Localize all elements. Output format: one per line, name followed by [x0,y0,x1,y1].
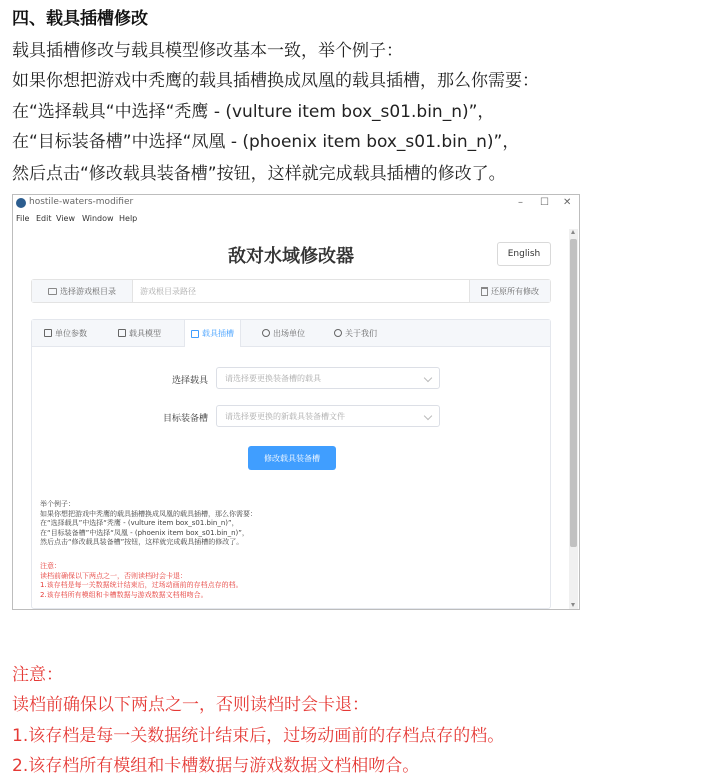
app-title: 敌对水域修改器 [228,246,354,267]
list-icon [44,329,52,337]
maximize-button[interactable]: ☐ [540,197,549,208]
note-line: 注意： [12,665,63,685]
menu-bar [13,213,579,227]
menu-window[interactable]: Window [82,214,114,223]
help-text: 举个例子： 如果你想把游戏中秃鹰的载具插槽换成凤凰的载具插槽，那么你需要： 在“选择载具”中选择“秃鹰 - (vulture item box_s01.bin_n)”， 在“目标装备槽”中选择“凤凰 - (phoenix item box_s01.bin_n)”， 然后点击“修改载具装备槽”按钮，这样就完成载具插槽的修改了。 [40,500,257,546]
modify-slot-button[interactable]: 修改载具装备槽 [248,446,336,470]
tab-about[interactable]: 关于我们 [328,320,383,346]
doc-line: 然后点击“修改载具装备槽”按钮，这样就完成载具插槽的修改了。 [12,164,506,184]
tab-vehicle-model[interactable]: 载具模型 [112,320,167,346]
window-title: hostile-waters-modifier [29,197,134,207]
title-bar [13,195,579,212]
scrollbar[interactable] [569,229,578,609]
folder-icon [48,288,57,295]
trash-icon [481,287,488,296]
help-warning-text: 注意： 读档前确保以下两点之一，否则读档时会卡退： 1.该存档是每一关数据统计结束后，过场动画前的存档点存的档。 2.该存档所有模组和卡槽数据与游戏数据文档相吻合。 [40,562,243,599]
slot-icon [191,330,199,338]
doc-line: 载具插槽修改与载具模型修改基本一致，举个例子： [12,41,403,61]
menu-edit[interactable]: Edit [36,214,52,223]
language-button[interactable]: English [497,242,551,266]
app-icon [16,198,26,208]
main-card [31,319,551,609]
restore-all-button[interactable] [469,280,550,302]
scroll-up-arrow-icon[interactable] [571,230,575,234]
note-line: 1.该存档是每一关数据统计结束后，过场动画前的存档点存的档。 [12,726,505,746]
close-button[interactable]: ✕ [563,197,572,208]
vehicle-select[interactable]: 请选择要更换装备槽的载具 [216,367,440,389]
select-game-dir-label: 选择游戏根目录 [60,286,116,296]
doc-line: 在“选择载具“中选择“秃鹰 - (vulture item box_s01.bin_n)”， [12,102,495,122]
minimize-button[interactable]: – [518,197,523,208]
doc-line: 在“目标装备槽”中选择“凤凰 - (phoenix item box_s01.bin_n)”， [12,132,520,152]
game-dir-bar [31,279,551,303]
menu-view[interactable]: View [56,214,75,223]
doc-line: 如果你想把游戏中秃鹰的载具插槽换成凤凰的载具插槽，那么你需要： [12,71,539,91]
menu-file[interactable]: File [16,214,30,223]
scroll-thumb[interactable] [570,239,577,547]
restore-all-label: 还原所有修改 [491,286,539,296]
app-window-screenshot [12,194,580,610]
note-line: 2.该存档所有模组和卡槽数据与游戏数据文档相吻合。 [12,756,420,776]
tab-unit-params[interactable]: 单位参数 [38,320,93,346]
menu-help[interactable]: Help [119,214,138,223]
slot-label: 目标装备槽 [162,414,208,424]
note-line: 读档前确保以下两点之一，否则读档时会卡退： [12,695,369,715]
gear-icon [262,329,270,337]
select-game-dir-button[interactable] [32,280,133,302]
chevron-down-icon [424,374,432,382]
slot-select[interactable]: 请选择要更换的新载具装备槽文件 [216,405,440,427]
scroll-down-arrow-icon[interactable] [571,603,575,607]
box-icon [118,329,126,337]
tab-deploy-units[interactable]: 出场单位 [256,320,311,346]
vehicle-label: 选择载具 [171,376,208,386]
chevron-down-icon [424,412,432,420]
doc-heading: 四、载具插槽修改 [12,9,148,29]
tab-bar [32,320,550,347]
user-icon [334,329,342,337]
tab-vehicle-slot[interactable]: 载具插槽 [184,320,241,347]
game-dir-input[interactable] [136,280,444,302]
